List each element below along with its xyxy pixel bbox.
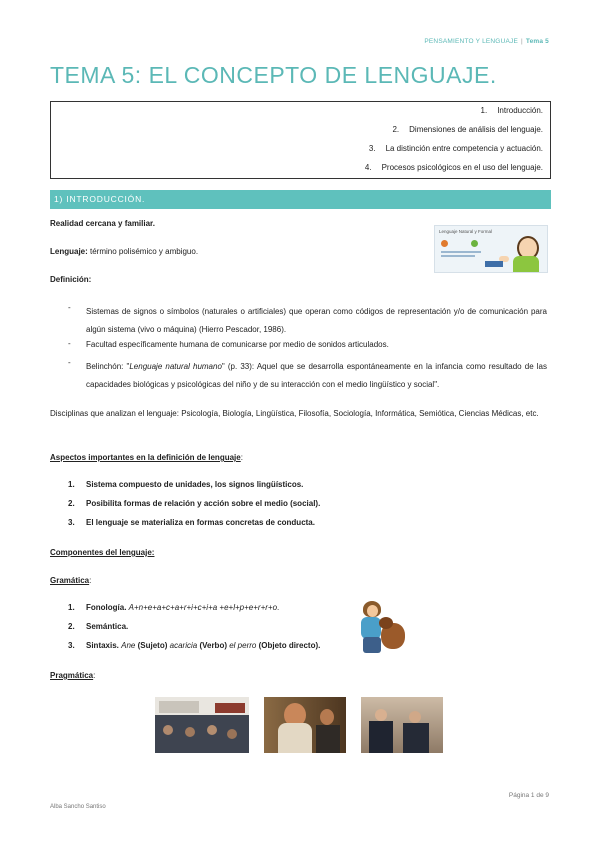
title-prefix: TEMA 5: [50, 62, 142, 88]
toc-num: 1. [480, 106, 488, 115]
item-example: el perro [229, 641, 257, 650]
intro-line-2 [50, 246, 198, 257]
intro-line-1: Realidad cercana y familiar. [50, 219, 155, 228]
toc-label: Dimensiones de análisis del lenguaje. [409, 125, 543, 134]
item-role: (Verbo) [199, 641, 227, 650]
definition-bullet: Sistemas de signos o símbolos (naturales o artificiales) que operan como códigos de representación y/o de comunicación para algún sistema (vivo o máquina) (Hierro Pescador, 1986). [86, 307, 547, 334]
item-role: (Sujeto) [137, 641, 168, 650]
header-separator: | [520, 38, 523, 45]
definition-label: Definición: [50, 275, 92, 284]
aspect-item: Sistema compuesto de unidades, los signos lingüísticos. [86, 480, 304, 489]
title-text: EL CONCEPTO DE LENGUAJE. [148, 62, 497, 88]
section-heading: 1) INTRODUCCIÓN. [50, 190, 551, 209]
running-header [424, 38, 549, 45]
photo-region [369, 721, 393, 753]
list-number: 1. [68, 480, 75, 489]
aspect-item: El lenguaje se materializa en formas concretas de conducta. [86, 518, 315, 527]
item-end: . [277, 603, 280, 612]
aspects-heading [50, 452, 243, 463]
bullet-dash: - [68, 303, 71, 312]
definition-bullet [86, 358, 547, 394]
disciplines-paragraph: Disciplinas que analizan el lenguaje: Psicología, Biología, Lingüística, Filosofía, Sociología, Informática, Semiótica, Ciencias Médicas, etc. [50, 409, 539, 418]
dog-head [379, 617, 393, 629]
item-label: Fonología. [86, 603, 127, 612]
toc-item [365, 163, 543, 172]
bullet-dash: - [68, 339, 71, 348]
list-number: 3. [68, 518, 75, 527]
photo-region [159, 701, 199, 713]
item-role: (Objeto directo). [258, 641, 321, 650]
language-illustration [434, 225, 548, 273]
item-example: Ane [121, 641, 136, 650]
colon: : [240, 453, 243, 462]
photo-region [278, 723, 312, 753]
item-example: acaricia [169, 641, 198, 650]
footer-author: Alba Sancho Santiso [50, 804, 106, 810]
toc-num: 3. [368, 144, 376, 153]
components-heading: Componentes del lenguaje: [50, 548, 155, 557]
bullet-italic: Lenguaje natural humano [129, 362, 222, 371]
girl-with-dog-illustration [357, 599, 409, 655]
toc-num: 4. [364, 163, 372, 172]
colon: : [93, 671, 96, 680]
term-label: Lenguaje: [50, 247, 88, 256]
illustration-text-lines [441, 251, 481, 253]
toc-num: 2. [392, 125, 400, 134]
cartoon-body [513, 256, 539, 272]
photo-region [207, 725, 217, 735]
header-course: PENSAMIENTO Y LENGUAJE [424, 38, 518, 45]
photo-region [375, 709, 387, 721]
grammar-item-syntax [86, 641, 320, 650]
photo-region [320, 709, 334, 725]
classroom-photo [155, 697, 249, 753]
face-shape [367, 605, 378, 617]
pants-shape [363, 637, 381, 653]
conversation-photo [264, 697, 346, 753]
grammar-title: Gramática [50, 576, 90, 585]
page-title [50, 62, 497, 89]
photo-region [215, 703, 245, 713]
toc-label: La distinción entre competencia y actuación. [385, 144, 543, 153]
photo-region [403, 723, 429, 753]
toc-label: Introducción. [497, 106, 543, 115]
icon-dot-orange [441, 240, 448, 247]
table-of-contents [50, 101, 551, 179]
bullet-dash: - [68, 358, 71, 367]
toc-item [481, 106, 543, 115]
item-label: Sintaxis. [86, 641, 119, 650]
definition-bullet: Facultad específicamente humana de comunicarse por medio de sonidos articulados. [86, 340, 389, 349]
grammar-item-phonology [86, 603, 279, 612]
formal-meeting-photo [361, 697, 443, 753]
photo-region [227, 729, 237, 739]
list-number: 1. [68, 603, 75, 612]
illustration-text-lines [441, 255, 475, 257]
term-description: término polisémico y ambiguo. [87, 247, 199, 256]
keyboard-shape [485, 261, 503, 267]
toc-label: Procesos psicológicos en el uso del lenguaje. [381, 163, 543, 172]
toc-item [392, 125, 543, 134]
bullet-text: " (p. 33): Aquel que se desarrolla espontáneamente en la infancia como resultado de las capacidades biológicas y psicológicas del niño y de su interacción con el medio lingüístico y social". [86, 362, 548, 389]
icon-dot-green [471, 240, 478, 247]
grammar-item-semantics: Semántica. [86, 622, 129, 631]
list-number: 2. [68, 499, 75, 508]
colon: : [89, 576, 92, 585]
aspects-title: Aspectos importantes en la definición de lenguaje [50, 453, 241, 462]
bullet-text: Belinchón: " [86, 362, 130, 371]
list-number: 3. [68, 641, 75, 650]
shirt-shape [361, 617, 381, 639]
photo-region [163, 725, 173, 735]
list-number: 2. [68, 622, 75, 631]
photo-region [316, 725, 340, 753]
pragmatics-title: Pragmática [50, 671, 94, 680]
page-number: Página 1 de 9 [508, 792, 549, 799]
grammar-heading [50, 575, 91, 586]
aspect-item: Posibilita formas de relación y acción sobre el medio (social). [86, 499, 321, 508]
illustration-caption: Lenguaje Natural y Formal [439, 229, 493, 234]
photo-region [409, 711, 421, 723]
item-example: A+n+e+a+c+a+r+i+c+i+a +e+l+p+e+r+r+o [128, 603, 278, 612]
header-topic: Tema 5 [525, 38, 549, 45]
toc-item [369, 144, 543, 153]
pragmatics-heading [50, 670, 95, 681]
photo-region [185, 727, 195, 737]
